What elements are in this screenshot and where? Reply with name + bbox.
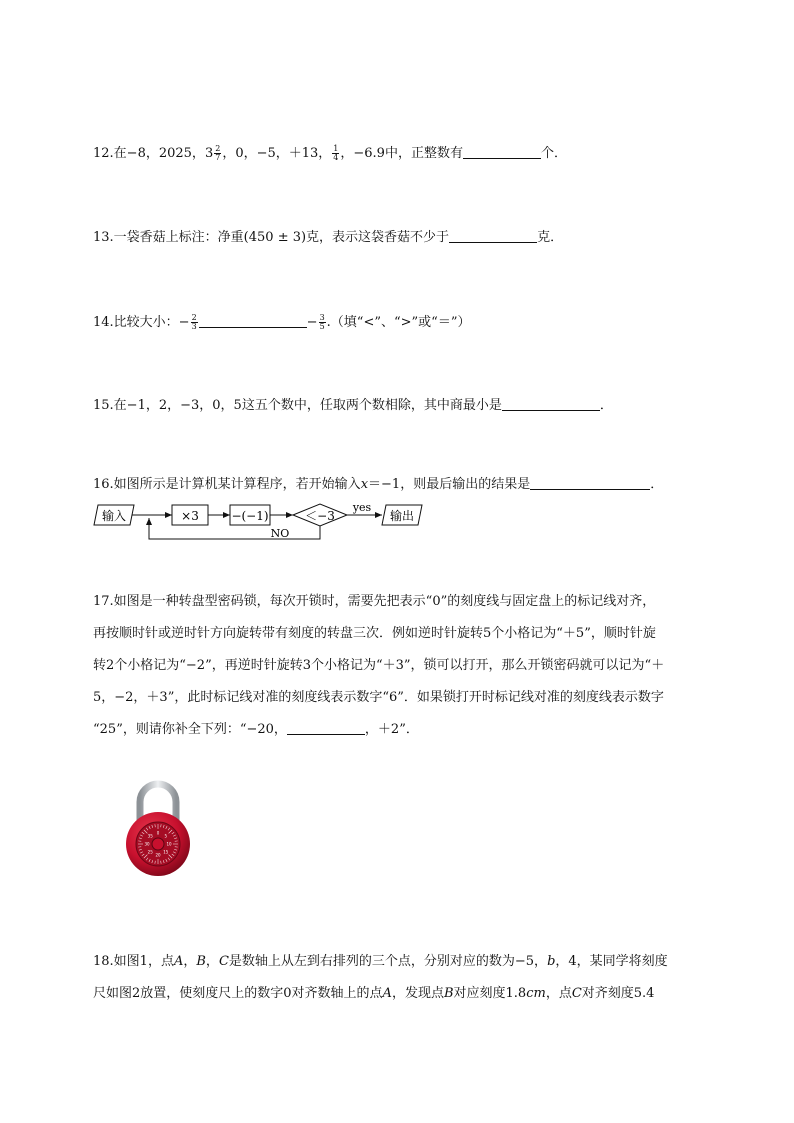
mixed-number-whole: 3: [204, 146, 214, 161]
question-15: 15.在−1，2，−3，0，5这五个数中，任取两个数相除，其中商最小是 ．: [93, 398, 613, 413]
lock-dial-label: 20: [155, 852, 161, 858]
question-17-line-2: 再按顺时针或逆时针方向旋转带有刻度的转盘三次．例如逆时针旋转5个小格记为“＋5”，顺时针旋: [93, 626, 656, 641]
answer-blank-14[interactable]: [199, 313, 307, 328]
lock-dial-label: 25: [147, 849, 153, 855]
flow-decision-label: ＜−3: [305, 509, 335, 523]
lock-dial-label: 35: [147, 833, 153, 839]
answer-blank-17[interactable]: [287, 720, 365, 735]
lock-dial-label: 10: [166, 841, 172, 847]
question-16: 16.如图所示是计算机某计算程序，若开始输入x＝−1，则最后输出的结果是 ．: [93, 477, 664, 492]
question-12: 12.在−8，2025，3 $\frac{2}{7}$ ，0，−5，＋13， $\frac{1}{4}$ ，−6.9中，正整数有 个．: [93, 144, 567, 162]
fraction-one-quarter: $\frac{1}{4}$: [333, 144, 339, 162]
flow-yes-label: yes: [352, 502, 372, 514]
fraction-two-thirds: $\frac{2}{3}$: [191, 313, 197, 331]
mixed-number-fraction: $\frac{2}{7}$: [215, 144, 221, 162]
flow-times3-label: ×3: [181, 509, 199, 523]
answer-blank-12[interactable]: [463, 144, 541, 159]
question-17-line-5: “25”，则请你补全下列：“−20， ，＋2”．: [93, 722, 419, 737]
lock-dial-label: 5: [164, 833, 168, 839]
flow-minus-label: −(−1): [231, 509, 269, 523]
combination-lock-image: [118, 778, 198, 878]
flow-output-label: 输出: [389, 509, 415, 523]
flowchart: [90, 502, 430, 542]
question-13: 13.一袋香菇上标注：净重(450 ± 3)克，表示这袋香菇不少于 克．: [93, 230, 564, 245]
answer-blank-16[interactable]: [530, 475, 650, 490]
question-14: 14.比较大小：− $\frac{2}{3}$ − $\frac{3}{5}$ .（填“<”、“>”或“＝”）: [93, 313, 471, 331]
flow-no-label: NO: [270, 527, 290, 540]
question-18-line-2: 尺如图2放置，使刻度尺上的数字0对齐数轴上的点A，发现点B对应刻度1.8cm，点C对齐刻度5.4: [93, 986, 655, 1001]
answer-blank-13[interactable]: [449, 228, 537, 243]
question-17-line-3: 转2个小格记为“−2”，再逆时针旋转3个小格记为“＋3”，锁可以打开，那么开锁密码就可以记为“＋: [93, 658, 665, 673]
flow-input-label: 输入: [101, 509, 127, 523]
lock-dial-label: 30: [144, 841, 150, 847]
lock-knob: [152, 838, 164, 850]
answer-blank-15[interactable]: [502, 396, 600, 411]
question-17-line-1: 17.如图是一种转盘型密码锁，每次开锁时，需要先把表示“0”的刻度线与固定盘上的标记线对齐，: [93, 594, 656, 609]
lock-dial-label: 0: [156, 830, 160, 836]
question-17-line-4: 5，−2，＋3”，此时标记线对准的刻度线表示数字“6”．如果锁打开时标记线对准的刻度线表示数字: [93, 690, 664, 705]
question-18-line-1: 18.如图1，点A，B，C是数轴上从左到右排列的三个点，分别对应的数为−5，b，4，某同学将刻度: [93, 954, 668, 969]
lock-dial-label: 15: [163, 849, 169, 855]
fraction-three-fifths: $\frac{3}{5}$: [319, 313, 325, 331]
